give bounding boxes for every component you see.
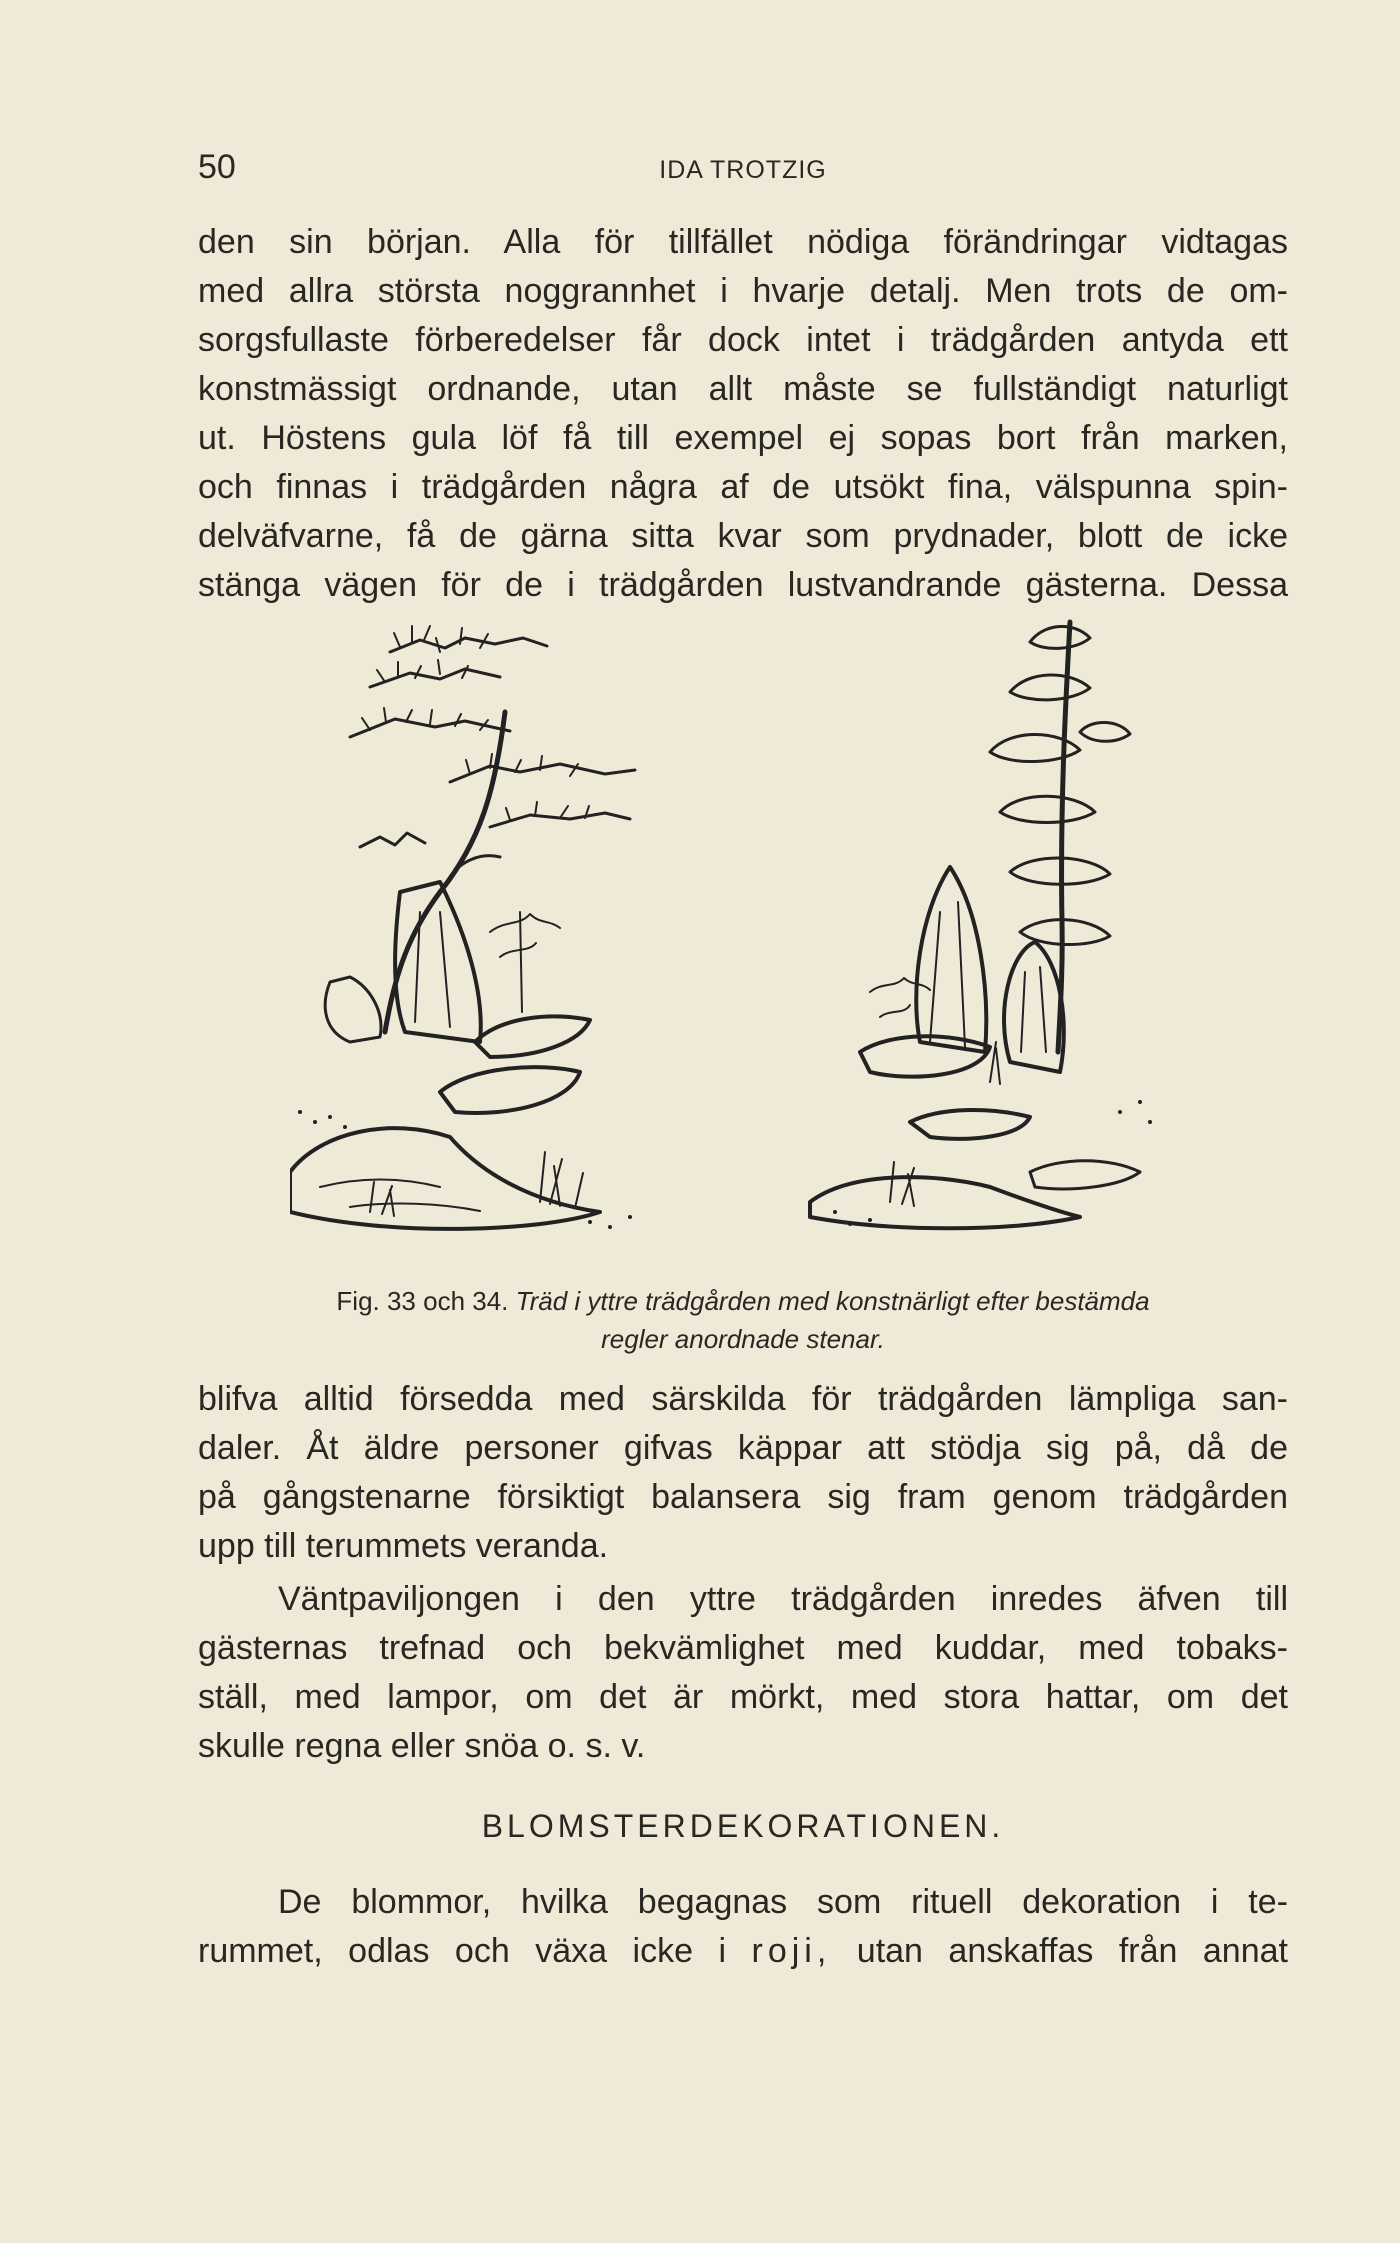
paragraph-2 [198,1375,1288,1571]
page-header [198,148,1288,188]
text-line: på gångstenarne försiktigt balansera sig fram genom trädgården [198,1478,1288,1516]
text-line: De blommor, hvilka begagnas som rituell dekoration i te- [278,1883,1288,1921]
paragraph-3 [198,1575,1288,1771]
figure-caption [198,1282,1288,1358]
text-line: upp till terummets veranda. [198,1527,609,1565]
spaced-word: roji, [751,1932,832,1970]
text-line: ut. Höstens gula löf få till exempel ej sopas bort från marken, [198,419,1288,457]
text-line: konstmässigt ordnande, utan allt måste se fullständigt naturligt [198,370,1288,408]
text-line: stänga vägen för de i trädgården lustvandrande gästerna. Dessa [198,566,1288,604]
text-line: daler. Åt äldre personer gifvas käppar att stödja sig på, då de [198,1429,1288,1467]
text-line: med allra största noggrannhet i hvarje detalj. Men trots de om- [198,272,1288,310]
left-tree-drawing [290,626,635,1229]
caption-label: Fig. 33 och 34. [336,1286,509,1316]
page-number: 50 [198,148,236,186]
text-line: ställ, med lampor, om det är mörkt, med stora hattar, om det [198,1678,1288,1716]
paragraph-4 [198,1878,1288,1976]
text-line: sorgsfullaste förberedelser får dock intet i trädgården antyda ett [198,321,1288,359]
caption-title-line-2: regler anordnade stenar. [601,1324,885,1354]
paragraph-1 [198,218,1288,610]
text-line: Väntpaviljongen i den yttre trädgården inredes äfven till [278,1580,1288,1618]
caption-title-line-1: Träd i yttre trädgården med konstnärligt efter bestämda [515,1286,1150,1316]
text-line: blifva alltid försedda med särskilda för trädgården lämpliga san- [198,1380,1288,1418]
text-line: och finnas i trädgården några af de utsökt fina, välspunna spin- [198,468,1288,506]
text-line: delväfvarne, få de gärna sitta kvar som prydnader, blott de icke [198,517,1288,555]
text-line: den sin början. Alla för tillfället nödiga förändringar vidtagas [198,223,1288,261]
text-segment: rummet, odlas och växa icke i [198,1932,727,1970]
garden-illustration [290,612,1170,1262]
text-line [198,1927,1288,1976]
right-tree-drawing [810,622,1150,1228]
section-heading: BLOMSTERDEKORATIONEN. [481,1808,1005,1844]
running-title: IDA TROTZIG [659,156,827,184]
text-segment: utan anskaffas från annat [856,1932,1288,1970]
text-line: skulle regna eller snöa o. s. v. [198,1727,646,1765]
text-line: gästernas trefnad och bekvämlighet med kuddar, med tobaks- [198,1629,1288,1667]
